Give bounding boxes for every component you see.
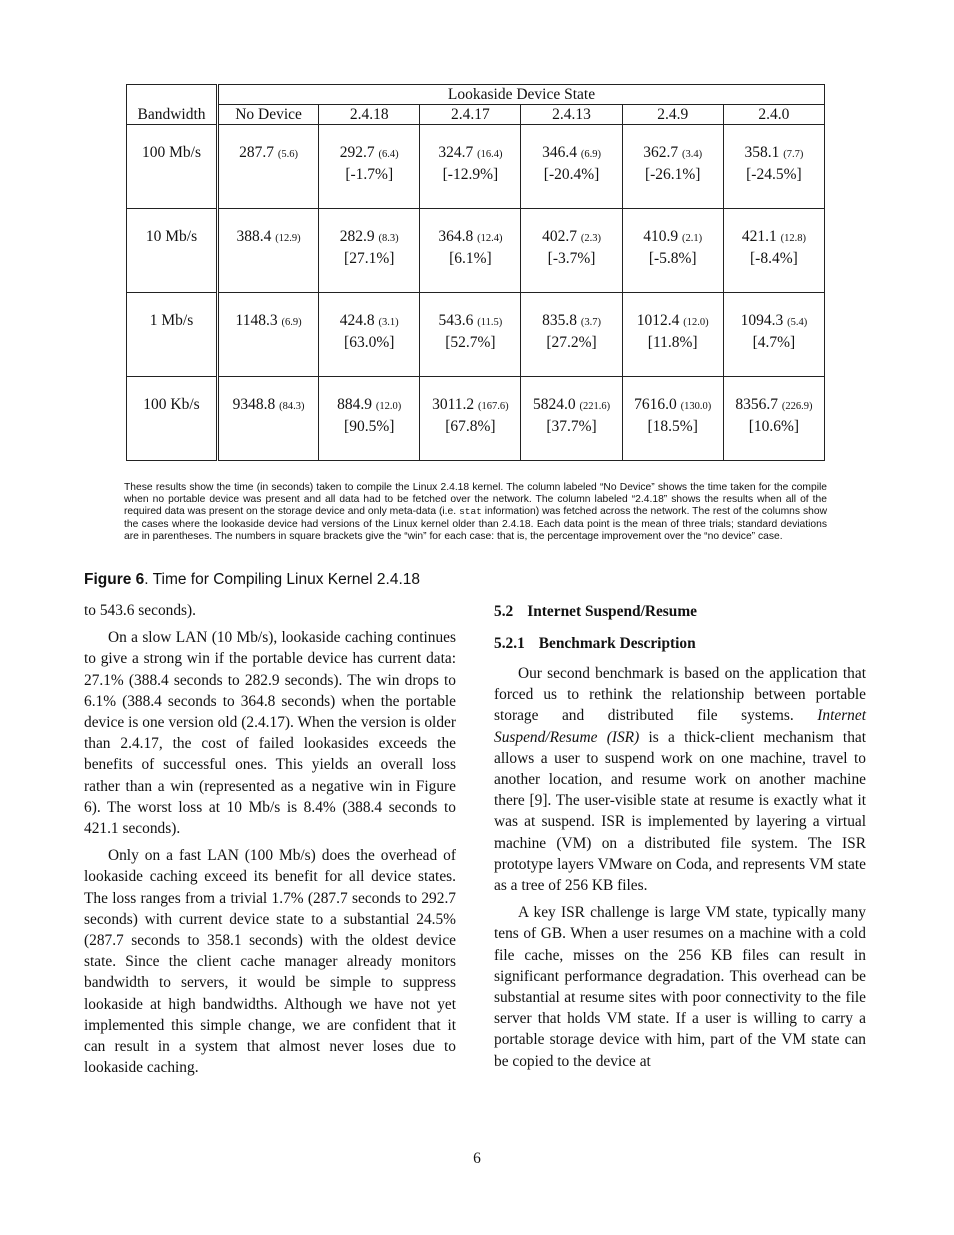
figure-title [84,571,420,589]
paragraph-fast-lan: Only on a fast LAN (100 Mb/s) does the overhead of lookaside caching exceed its benefit for all device states. The loss ranges from a trivial 1.7% (287.7 seconds to 292.7 seconds) with current device state to a substantial 24.5% (287.7 seconds to 358.1 seconds) with the oldest device state. Since the client cache manager already monitors bandwidth to servers, it would be simple to suppress lookaside at high bandwidths. Although we have not yet implemented this simple change, we are confident that it can result in a system that almost never loses due to lookaside caching. [84,847,456,1077]
table-cell [723,209,824,293]
cell-std-dev: (6.9) [281,317,302,328]
cell-win: [-26.1%] [644,166,701,183]
cell-win: [37.7%] [546,418,597,435]
table-cell [420,209,521,293]
cell-std-dev: (12.4) [477,233,503,244]
table-cell [723,293,824,377]
cell-value: 346.4 [542,144,577,161]
left-column [84,600,456,1084]
table-cell [420,377,521,461]
cell-win: [-5.8%] [648,250,697,267]
cell-win: [-20.4%] [543,166,600,183]
table-cell [521,209,622,293]
cell-win: [27.2%] [546,334,597,351]
group-header: Lookaside Device State [218,85,825,105]
table-cell [420,293,521,377]
column-header: 2.4.9 [622,105,723,125]
cell-win: [10.6%] [748,418,800,435]
cell-value: 7616.0 [634,396,677,413]
table-cell [319,125,420,209]
cell-std-dev: (3.1) [378,317,399,328]
table-cell [521,125,622,209]
table-body [127,125,825,461]
cell-win: [52.7%] [445,334,496,351]
cell-win: [18.5%] [647,418,698,435]
cell-value: 388.4 [236,228,272,245]
subsection-heading [494,633,866,654]
cell-std-dev: (6.4) [378,149,399,160]
paragraph-benchmark-text-1: Our second benchmark is based on the application that forced us to rethink the relationship between portable storage and distributed file systems. [494,665,866,725]
paragraph-benchmark-text-2: is a thick-client mechanism that allows a user to suspend work on one machine, travel to another location, and resume work on another machine there [9]. The user-visible state at resume is exactly what it was at suspend. ISR is implemented by layering a virtual machine (VM) on a distributed file system. The ISR prototype layers VMware on Coda, and represents VM state as a tree of 256 KB files. [494,728,866,895]
table-cell [622,293,723,377]
cell-std-dev: (3.7) [580,317,601,328]
table-cell [218,293,319,377]
cell-value: 282.9 [339,228,375,245]
cell-win: [-24.5%] [746,166,802,183]
column-header-row [127,105,825,125]
caption-code: stat [459,506,482,518]
cell-win: [67.8%] [445,418,496,435]
cell-std-dev: (2.3) [580,233,601,244]
cell-win: [63.0%] [344,334,395,351]
cell-value: 410.9 [643,228,679,245]
section-title: Internet Suspend/Resume [527,603,697,620]
cell-value: 3011.2 [432,396,475,413]
paragraph-benchmark [494,663,866,896]
column-header: 2.4.13 [521,105,622,125]
cell-std-dev: (167.6) [478,401,509,412]
table-cell [622,125,723,209]
cell-win: [6.1%] [449,250,492,267]
table-row [127,209,825,293]
section-heading [494,601,866,622]
table-cell [622,377,723,461]
table-row [127,125,825,209]
section-number: 5.2 [494,603,514,620]
cell-win: [-12.9%] [442,166,499,183]
table-cell [723,377,824,461]
subsection-number: 5.2.1 [494,635,525,652]
table-row [127,293,825,377]
cell-win: [90.5%] [344,418,395,435]
cell-value: 9348.8 [232,396,276,413]
cell-std-dev: (5.6) [277,149,299,160]
cell-std-dev: (12.0) [683,317,709,328]
cell-value: 402.7 [542,228,577,245]
cell-std-dev: (3.4) [682,149,703,160]
table-cell [622,209,723,293]
paragraph-benchmark-italic: Internet Suspend/Resume (ISR) [494,707,866,746]
cell-win: [4.7%] [752,334,796,351]
cell-value: 292.7 [339,144,375,161]
table-cell [521,377,622,461]
cell-value: 324.7 [438,144,474,161]
table-cell [521,293,622,377]
cell-std-dev: (84.3) [279,401,305,412]
cell-win: [27.1%] [344,250,395,267]
column-header: 2.4.18 [319,105,420,125]
cell-std-dev: (12.9) [275,233,301,244]
cell-std-dev: (11.5) [477,317,503,328]
bandwidth-cell: 10 Mb/s [127,209,218,293]
cell-value: 1094.3 [740,312,784,329]
cell-value: 362.7 [643,144,679,161]
cell-value: 884.9 [337,396,373,413]
cell-win: [-8.4%] [750,250,798,267]
cell-win: [11.8%] [647,334,698,351]
cell-value: 8356.7 [735,396,778,413]
cell-value: 835.8 [542,312,577,329]
bandwidth-cell: 100 Kb/s [127,377,218,461]
subsection-title: Benchmark Description [538,635,696,652]
paragraph-slow-lan: On a slow LAN (10 Mb/s), lookaside caching continues to give a strong win if the portable device has current data: 27.1% (388.4 seconds to 282.9 seconds). The win drops to 6.1% (388.4 seconds to 364.8 seconds) when the portable device is one version old (2.4.17). When the version is older than 2.4.17, the cost of failed lookasides exceeds the benefits of successful ones. This yields an overall loss rather than a win (represented as a negative win in Figure 6). The worst loss at 10 Mb/s is 8.4% (388.4 seconds to 421.1 seconds). [84,629,456,838]
cell-value: 1012.4 [636,312,680,329]
cell-std-dev: (130.0) [680,401,712,412]
caption-text-2: information) was fetched across the network. The rest of the columns show the cases where the lookaside device had versions of the Linux kernel older than 2.4.18. Each data point is the mean of three trials; standard deviations are in parentheses. The numbers in square brackets give the “win” for each case: that is, the percentage improvement over the “no device” case. [124,506,827,542]
cell-value: 358.1 [744,144,780,161]
table-row [127,377,825,461]
table-cell [319,293,420,377]
paragraph-isr-challenge: A key ISR challenge is large VM state, typically many tens of GB. When a user resumes on a machine with a cold file cache, misses on the 256 KB files can result in significant performance degradation. This overhead can be substantial at resume sites with poor connectivity to the file server that holds VM state. If a user is willing to carry a portable storage device with him, part of the VM state can be copied to the device at [494,904,866,1070]
cell-value: 287.7 [239,144,275,161]
column-header: 2.4.0 [723,105,824,125]
right-column [494,600,866,1078]
table-cell [218,209,319,293]
bandwidth-cell: 100 Mb/s [127,125,218,209]
cell-std-dev: (2.1) [682,233,703,244]
cell-value: 5824.0 [532,396,576,413]
cell-std-dev: (12.0) [375,401,402,412]
cell-std-dev: (221.6) [579,401,611,412]
cell-value: 1148.3 [235,312,278,329]
results-table [126,84,825,461]
table-cell [218,125,319,209]
figure-title-text: . Time for Compiling Linux Kernel 2.4.18 [144,571,420,588]
table-cell [319,209,420,293]
column-header: No Device [218,105,319,125]
figure-label: Figure 6 [84,571,145,588]
figure-caption [124,482,827,543]
table-cell [723,125,824,209]
bandwidth-cell: 1 Mb/s [127,293,218,377]
cell-std-dev: (16.4) [477,149,503,160]
cell-std-dev: (5.4) [787,317,808,328]
cell-std-dev: (7.7) [783,149,804,160]
page-number: 6 [473,1150,481,1167]
caption-text-1: These results show the time (in seconds) taken to compile the Linux 2.4.18 kernel. The column labeled “No Device” shows the time taken for the compile when no portable device was present and all data had to be fetched over the network. The column labeled “2.4.18” shows the results when all of the required data was present on the storage device and only meta-data (i.e. [124,482,827,518]
column-header: 2.4.17 [420,105,521,125]
cell-std-dev: (6.9) [580,149,601,160]
cell-value: 364.8 [438,228,474,245]
empty-header-cell [127,85,218,105]
table-cell [319,377,420,461]
paragraph-continuation: to 543.6 seconds). [84,602,196,619]
cell-value: 424.8 [339,312,375,329]
cell-value: 543.6 [438,312,474,329]
cell-std-dev: (226.9) [781,401,813,412]
cell-std-dev: (12.8) [780,233,806,244]
cell-value: 421.1 [741,228,777,245]
table-cell [420,125,521,209]
table-cell [218,377,319,461]
bandwidth-header: Bandwidth [127,105,218,125]
cell-win: [-3.7%] [547,250,596,267]
cell-win: [-1.7%] [345,166,394,183]
cell-std-dev: (8.3) [378,233,399,244]
